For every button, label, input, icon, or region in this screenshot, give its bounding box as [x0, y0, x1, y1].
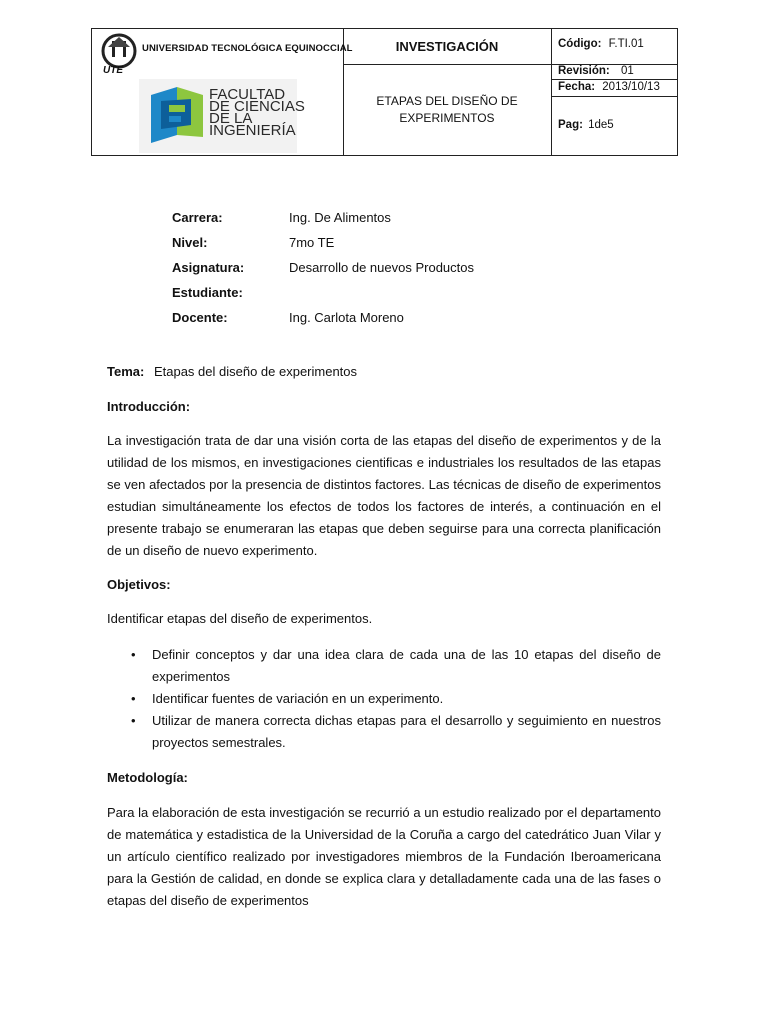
- list-item: [107, 710, 661, 754]
- fecha-value: 2013/10/13: [602, 81, 660, 93]
- list-item: [107, 688, 661, 710]
- fecha-label: Fecha:: [558, 81, 596, 93]
- list-item-text: Identificar fuentes de variación en un experimento.: [152, 691, 444, 706]
- codigo-label: Código:: [558, 38, 602, 50]
- meta-value: Ing. Carlota Moreno: [289, 310, 404, 325]
- bullet-icon: •: [131, 647, 136, 662]
- faculty-logo-line: DE CIENCIAS: [209, 98, 305, 115]
- list-item-text: Definir conceptos y dar una idea clara de cada una de las 10 etapas del diseño de experimentos: [152, 647, 661, 684]
- tema-value: Etapas del diseño de experimentos: [153, 364, 358, 379]
- university-name: UNIVERSIDAD TECNOLÓGICA EQUINOCCIAL: [142, 43, 353, 54]
- meta-label: Estudiante:: [172, 285, 243, 300]
- list-item-text: Utilizar de manera correcta dichas etapas para el desarrollo y seguimiento en nuestros proyectos semestrales.: [152, 713, 661, 750]
- bullet-icon: •: [131, 691, 136, 706]
- faculty-logo-line: FACULTAD: [209, 86, 286, 103]
- fecha-field: [558, 81, 660, 93]
- tema-line: [107, 361, 661, 383]
- codigo-field: [558, 38, 644, 50]
- revision-label: Revisión:: [558, 65, 610, 77]
- intro-heading: Introducción:: [107, 399, 191, 414]
- objetivos-heading: Objetivos:: [107, 577, 171, 592]
- objetivos-list: [107, 644, 661, 754]
- faculty-logo: [139, 79, 305, 153]
- meta-label: Nivel:: [172, 235, 208, 250]
- doc-title: [343, 93, 551, 127]
- meta-label: Asignatura:: [172, 260, 245, 275]
- doc-title-line: EXPERIMENTOS: [399, 111, 495, 125]
- meta-value: Desarrollo de nuevos Productos: [289, 260, 474, 275]
- meta-value: 7mo TE: [289, 235, 335, 250]
- metodologia-paragraph: Para la elaboración de esta investigación se recurrió a un estudio realizado por el departamento de matemática y estadistica de la Universidad de la Coruña a cargo del catedrático Juan Vilar y un artículo científico realizado por investigadores miembros de la Fundación Iberoamericana para la Gestión de calidad, en donde se explica clara y detalladamente cada una de las fases o etapas del diseño de experimentos: [107, 805, 661, 908]
- faculty-cube-icon: [147, 85, 207, 147]
- doc-title-line: ETAPAS DEL DISEÑO DE: [376, 94, 518, 108]
- pag-field: [558, 119, 614, 131]
- list-item: [107, 644, 661, 688]
- meta-label: Docente:: [172, 310, 228, 325]
- meta-label: Carrera:: [172, 210, 223, 225]
- doc-type: INVESTIGACIÓN: [395, 39, 499, 54]
- document-header: [91, 28, 678, 156]
- faculty-logo-line: INGENIERÍA: [209, 122, 296, 139]
- objetivo-general: Identificar etapas del diseño de experimentos.: [107, 611, 373, 626]
- bullet-icon: •: [131, 713, 136, 728]
- intro-paragraph: La investigación trata de dar una visión corta de las etapas del diseño de experimentos y de la utilidad de los mismos, en investigaciones cientificas e industriales los resultados de las etapas se ven afectados por la presencia de distintos factores. Las técnicas de diseño de experimentos estudian simultáneamente los efectos de todos los factores de interés, a continuación en el presente trabajo se enumeraran las etapas que deben seguirse para una correcta planificación de un diseño de nuevo experimento.: [107, 433, 661, 558]
- pag-value: 1de5: [588, 119, 614, 131]
- revision-field: [558, 65, 634, 77]
- meta-value: Ing. De Alimentos: [289, 210, 391, 225]
- pag-label: Pag:: [558, 119, 583, 131]
- revision-value: 01: [620, 65, 634, 77]
- tema-label: Tema:: [107, 364, 145, 379]
- ute-logo-text: UTE: [103, 65, 123, 76]
- codigo-value: F.TI.01: [608, 38, 644, 50]
- metodologia-heading: Metodología:: [107, 770, 188, 785]
- faculty-logo-line: DE LA: [209, 110, 253, 127]
